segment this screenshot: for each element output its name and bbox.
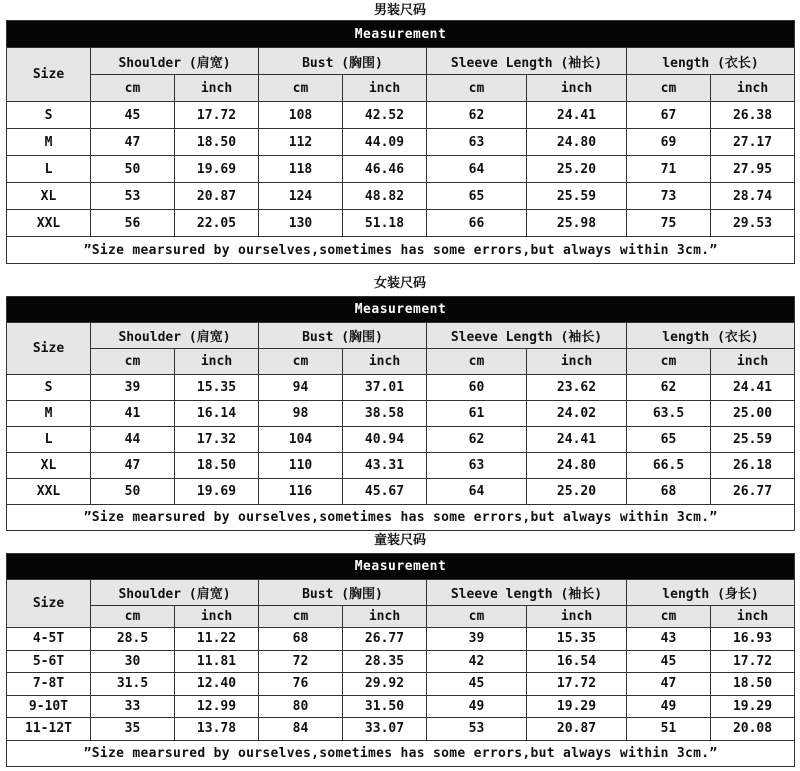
table-row — [7, 401, 795, 427]
table-row — [7, 628, 795, 651]
unit-header: cm — [91, 75, 175, 102]
value-cell: 49 — [427, 695, 527, 718]
value-cell: 11.81 — [175, 650, 259, 673]
value-cell: 65 — [627, 427, 711, 453]
unit-header: inch — [175, 75, 259, 102]
value-cell: 104 — [259, 427, 343, 453]
value-cell: 16.93 — [711, 628, 795, 651]
measurement-header: Measurement — [7, 554, 795, 580]
group-header-shoulder: Shoulder (肩宽) — [91, 580, 259, 606]
value-cell: 23.62 — [527, 375, 627, 401]
value-cell: 25.20 — [527, 479, 627, 505]
table-row — [7, 453, 795, 479]
value-cell: 25.98 — [527, 210, 627, 237]
value-cell: 35 — [91, 718, 175, 741]
value-cell: 24.80 — [527, 129, 627, 156]
value-cell: 45 — [627, 650, 711, 673]
value-cell: 98 — [259, 401, 343, 427]
value-cell: 30 — [91, 650, 175, 673]
value-cell: 124 — [259, 183, 343, 210]
value-cell: 62 — [427, 102, 527, 129]
value-cell: 29.53 — [711, 210, 795, 237]
unit-header: inch — [527, 75, 627, 102]
value-cell: 17.72 — [175, 102, 259, 129]
group-header-sleeve: Sleeve Length (袖长) — [427, 323, 627, 349]
value-cell: 62 — [627, 375, 711, 401]
value-cell: 65 — [427, 183, 527, 210]
value-cell: 118 — [259, 156, 343, 183]
unit-header: cm — [91, 606, 175, 628]
value-cell: 27.17 — [711, 129, 795, 156]
group-header-length: length (身长) — [627, 580, 795, 606]
value-cell: 20.87 — [175, 183, 259, 210]
value-cell: 84 — [259, 718, 343, 741]
value-cell: 24.41 — [527, 427, 627, 453]
value-cell: 12.40 — [175, 673, 259, 696]
value-cell: 31.50 — [343, 695, 427, 718]
value-cell: 62 — [427, 427, 527, 453]
unit-header: inch — [343, 349, 427, 375]
value-cell: 66 — [427, 210, 527, 237]
value-cell: 47 — [91, 129, 175, 156]
unit-header: inch — [175, 606, 259, 628]
size-cell: M — [7, 129, 91, 156]
value-cell: 80 — [259, 695, 343, 718]
table-row — [7, 673, 795, 696]
value-cell: 19.29 — [711, 695, 795, 718]
size-header: Size — [7, 580, 91, 628]
value-cell: 25.59 — [711, 427, 795, 453]
size-header: Size — [7, 323, 91, 375]
value-cell: 26.77 — [343, 628, 427, 651]
unit-header: cm — [627, 75, 711, 102]
value-cell: 37.01 — [343, 375, 427, 401]
group-header-length: length (衣长) — [627, 323, 795, 349]
value-cell: 28.5 — [91, 628, 175, 651]
value-cell: 39 — [427, 628, 527, 651]
value-cell: 73 — [627, 183, 711, 210]
value-cell: 38.58 — [343, 401, 427, 427]
size-cell: L — [7, 427, 91, 453]
value-cell: 94 — [259, 375, 343, 401]
size-cell: XL — [7, 183, 91, 210]
size-cell: 11-12T — [7, 718, 91, 741]
value-cell: 67 — [627, 102, 711, 129]
value-cell: 26.77 — [711, 479, 795, 505]
unit-header: inch — [711, 349, 795, 375]
value-cell: 63.5 — [627, 401, 711, 427]
value-cell: 112 — [259, 129, 343, 156]
group-header-sleeve: Sleeve Length (袖长) — [427, 48, 627, 75]
value-cell: 72 — [259, 650, 343, 673]
measurement-note: ”Size mearsured by ourselves,sometimes has some errors,but always within 3cm.” — [7, 505, 795, 531]
value-cell: 63 — [427, 129, 527, 156]
value-cell: 20.87 — [527, 718, 627, 741]
measurement-header: Measurement — [7, 297, 795, 323]
unit-header: cm — [627, 349, 711, 375]
value-cell: 24.41 — [527, 102, 627, 129]
size-cell: L — [7, 156, 91, 183]
value-cell: 28.35 — [343, 650, 427, 673]
value-cell: 43.31 — [343, 453, 427, 479]
value-cell: 46.46 — [343, 156, 427, 183]
value-cell: 16.54 — [527, 650, 627, 673]
value-cell: 69 — [627, 129, 711, 156]
value-cell: 25.00 — [711, 401, 795, 427]
value-cell: 15.35 — [175, 375, 259, 401]
value-cell: 48.82 — [343, 183, 427, 210]
size-table-men — [6, 20, 795, 264]
value-cell: 12.99 — [175, 695, 259, 718]
unit-header: cm — [91, 349, 175, 375]
size-cell: M — [7, 401, 91, 427]
value-cell: 22.05 — [175, 210, 259, 237]
table-row — [7, 375, 795, 401]
value-cell: 60 — [427, 375, 527, 401]
group-header-sleeve: Sleeve length (袖长) — [427, 580, 627, 606]
unit-header: cm — [259, 606, 343, 628]
value-cell: 26.18 — [711, 453, 795, 479]
value-cell: 45.67 — [343, 479, 427, 505]
value-cell: 24.41 — [711, 375, 795, 401]
value-cell: 27.95 — [711, 156, 795, 183]
value-cell: 33 — [91, 695, 175, 718]
value-cell: 75 — [627, 210, 711, 237]
value-cell: 110 — [259, 453, 343, 479]
value-cell: 71 — [627, 156, 711, 183]
value-cell: 53 — [427, 718, 527, 741]
value-cell: 26.38 — [711, 102, 795, 129]
group-header-bust: Bust (胸围) — [259, 323, 427, 349]
unit-header: inch — [527, 349, 627, 375]
value-cell: 19.29 — [527, 695, 627, 718]
value-cell: 116 — [259, 479, 343, 505]
value-cell: 64 — [427, 479, 527, 505]
value-cell: 17.72 — [527, 673, 627, 696]
value-cell: 25.20 — [527, 156, 627, 183]
value-cell: 63 — [427, 453, 527, 479]
size-cell: 5-6T — [7, 650, 91, 673]
unit-header: cm — [627, 606, 711, 628]
size-cell: 7-8T — [7, 673, 91, 696]
table-row — [7, 210, 795, 237]
value-cell: 50 — [91, 479, 175, 505]
value-cell: 41 — [91, 401, 175, 427]
value-cell: 45 — [91, 102, 175, 129]
value-cell: 66.5 — [627, 453, 711, 479]
table-row — [7, 102, 795, 129]
size-table-women — [6, 296, 795, 531]
size-cell: S — [7, 375, 91, 401]
group-header-length: length (衣长) — [627, 48, 795, 75]
value-cell: 42.52 — [343, 102, 427, 129]
value-cell: 53 — [91, 183, 175, 210]
value-cell: 56 — [91, 210, 175, 237]
unit-header: cm — [259, 75, 343, 102]
value-cell: 33.07 — [343, 718, 427, 741]
value-cell: 20.08 — [711, 718, 795, 741]
value-cell: 44 — [91, 427, 175, 453]
table-row — [7, 427, 795, 453]
value-cell: 68 — [627, 479, 711, 505]
table-row — [7, 695, 795, 718]
value-cell: 130 — [259, 210, 343, 237]
value-cell: 13.78 — [175, 718, 259, 741]
value-cell: 44.09 — [343, 129, 427, 156]
size-table-kids — [6, 553, 795, 767]
value-cell: 43 — [627, 628, 711, 651]
size-cell: XXL — [7, 210, 91, 237]
value-cell: 28.74 — [711, 183, 795, 210]
size-header: Size — [7, 48, 91, 102]
value-cell: 39 — [91, 375, 175, 401]
value-cell: 47 — [627, 673, 711, 696]
section-title-men: 男装尺码 — [373, 3, 426, 18]
value-cell: 24.02 — [527, 401, 627, 427]
group-header-bust: Bust (胸围) — [259, 48, 427, 75]
unit-header: inch — [527, 606, 627, 628]
unit-header: inch — [711, 606, 795, 628]
size-cell: XL — [7, 453, 91, 479]
value-cell: 16.14 — [175, 401, 259, 427]
value-cell: 19.69 — [175, 156, 259, 183]
group-header-shoulder: Shoulder (肩宽) — [91, 323, 259, 349]
value-cell: 31.5 — [91, 673, 175, 696]
value-cell: 42 — [427, 650, 527, 673]
value-cell: 18.50 — [175, 453, 259, 479]
table-row — [7, 718, 795, 741]
unit-header: inch — [343, 606, 427, 628]
unit-header: cm — [427, 349, 527, 375]
size-cell: S — [7, 102, 91, 129]
value-cell: 17.72 — [711, 650, 795, 673]
value-cell: 64 — [427, 156, 527, 183]
value-cell: 17.32 — [175, 427, 259, 453]
value-cell: 76 — [259, 673, 343, 696]
value-cell: 18.50 — [711, 673, 795, 696]
value-cell: 15.35 — [527, 628, 627, 651]
measurement-note: ”Size mearsured by ourselves,sometimes has some errors,but always within 3cm.” — [7, 740, 795, 766]
unit-header: cm — [427, 606, 527, 628]
value-cell: 68 — [259, 628, 343, 651]
unit-header: inch — [711, 75, 795, 102]
value-cell: 11.22 — [175, 628, 259, 651]
value-cell: 40.94 — [343, 427, 427, 453]
value-cell: 45 — [427, 673, 527, 696]
table-row — [7, 183, 795, 210]
table-row — [7, 156, 795, 183]
unit-header: inch — [343, 75, 427, 102]
group-header-bust: Bust (胸围) — [259, 580, 427, 606]
value-cell: 49 — [627, 695, 711, 718]
unit-header: cm — [427, 75, 527, 102]
value-cell: 18.50 — [175, 129, 259, 156]
table-row — [7, 479, 795, 505]
table-row — [7, 129, 795, 156]
value-cell: 51.18 — [343, 210, 427, 237]
value-cell: 61 — [427, 401, 527, 427]
value-cell: 47 — [91, 453, 175, 479]
unit-header: inch — [175, 349, 259, 375]
value-cell: 108 — [259, 102, 343, 129]
size-cell: XXL — [7, 479, 91, 505]
size-cell: 4-5T — [7, 628, 91, 651]
value-cell: 19.69 — [175, 479, 259, 505]
value-cell: 51 — [627, 718, 711, 741]
measurement-note: ”Size mearsured by ourselves,sometimes has some errors,but always within 3cm.” — [7, 237, 795, 264]
table-row — [7, 650, 795, 673]
value-cell: 25.59 — [527, 183, 627, 210]
value-cell: 50 — [91, 156, 175, 183]
section-title-kids: 童装尺码 — [373, 533, 426, 548]
section-title-women: 女装尺码 — [373, 276, 426, 291]
group-header-shoulder: Shoulder (肩宽) — [91, 48, 259, 75]
value-cell: 24.80 — [527, 453, 627, 479]
size-cell: 9-10T — [7, 695, 91, 718]
value-cell: 29.92 — [343, 673, 427, 696]
measurement-header: Measurement — [7, 21, 795, 48]
unit-header: cm — [259, 349, 343, 375]
